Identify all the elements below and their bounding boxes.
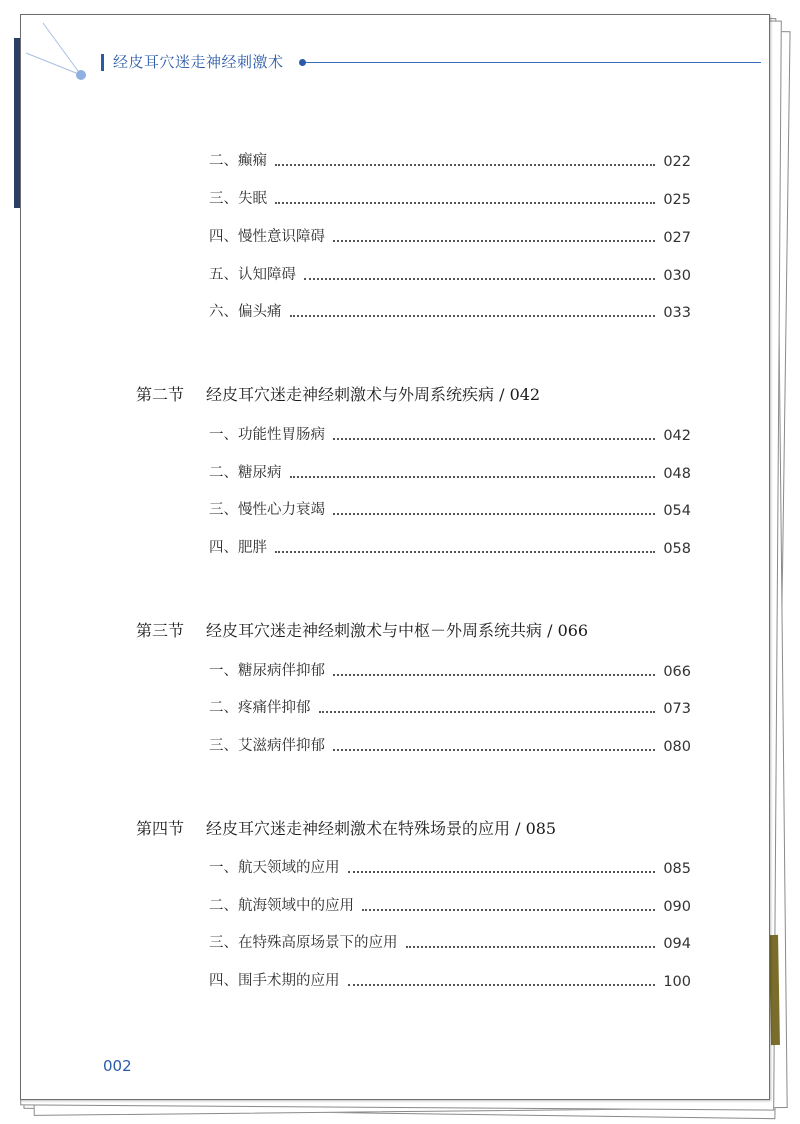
section-title: 经皮耳穴迷走神经刺激术与外周系统疾病 / 042 <box>206 385 541 404</box>
toc-entry-page: 042 <box>663 428 691 444</box>
toc-entry-page: 066 <box>663 664 691 680</box>
dot-leader <box>290 314 656 317</box>
toc-entry-label: 二、癫痫 <box>209 153 267 169</box>
dot-leader <box>406 945 656 948</box>
running-header-title: 经皮耳穴迷走神经刺激术 <box>113 53 284 71</box>
toc-entry-page: 022 <box>663 154 691 170</box>
dot-leader <box>333 437 655 440</box>
toc-entry[interactable] <box>209 188 691 208</box>
toc-entry-label: 三、艾滋病伴抑郁 <box>209 738 325 754</box>
toc-entry[interactable] <box>209 226 691 246</box>
section-heading[interactable] <box>136 382 696 404</box>
section-number: 第三节 <box>136 621 185 640</box>
dot-leader <box>290 475 656 478</box>
header-marker <box>101 54 104 71</box>
toc-entry[interactable] <box>209 424 691 444</box>
toc-entry-page: 085 <box>663 861 691 877</box>
toc-entry-label: 三、慢性心力衰竭 <box>209 502 325 518</box>
page-edge-accent <box>769 935 780 1045</box>
toc-entry-label: 二、航海领域中的应用 <box>209 898 354 914</box>
section-heading[interactable] <box>136 816 696 838</box>
dot-leader <box>333 239 655 242</box>
toc-entry-page: 030 <box>663 268 691 284</box>
dot-leader <box>304 277 655 280</box>
section-title: 经皮耳穴迷走神经刺激术在特殊场景的应用 / 085 <box>206 819 557 838</box>
dot-leader <box>348 870 656 873</box>
toc-entry-page: 054 <box>663 503 691 519</box>
page-number: 002 <box>103 1057 132 1075</box>
toc-entry[interactable] <box>209 895 691 915</box>
header-rule <box>306 62 761 63</box>
toc-entry-label: 四、肥胖 <box>209 540 267 556</box>
toc-entry[interactable] <box>209 301 691 321</box>
toc-entry-page: 048 <box>663 466 691 482</box>
header-dot <box>299 59 306 66</box>
toc-entry-label: 五、认知障碍 <box>209 267 296 283</box>
dot-leader <box>362 908 655 911</box>
toc-entry-label: 六、偏头痛 <box>209 304 282 320</box>
dot-leader <box>333 512 655 515</box>
toc-entry-page: 027 <box>663 230 691 246</box>
toc-entry-page: 094 <box>663 936 691 952</box>
toc-entry-label: 三、失眠 <box>209 191 267 207</box>
toc-entry[interactable] <box>209 697 691 717</box>
dot-leader <box>319 710 656 713</box>
toc-entry-label: 一、糖尿病伴抑郁 <box>209 663 325 679</box>
toc-entry[interactable] <box>209 150 691 170</box>
toc-entry-label: 三、在特殊高原场景下的应用 <box>209 935 398 951</box>
toc-entry[interactable] <box>209 735 691 755</box>
dot-leader <box>333 748 655 751</box>
toc-entry-label: 四、围手术期的应用 <box>209 973 340 989</box>
toc-entry-page: 100 <box>663 974 691 990</box>
toc-entry-page: 058 <box>663 541 691 557</box>
toc-entry[interactable] <box>209 499 691 519</box>
toc-entry-label: 二、糖尿病 <box>209 465 282 481</box>
section-number: 第二节 <box>136 385 185 404</box>
toc-entry[interactable] <box>209 932 691 952</box>
toc-entry[interactable] <box>209 970 691 990</box>
toc-entry-page: 073 <box>663 701 691 717</box>
toc-entry[interactable] <box>209 857 691 877</box>
toc-entry-page: 080 <box>663 739 691 755</box>
dot-leader <box>275 163 655 166</box>
toc-entry-page: 025 <box>663 192 691 208</box>
dot-leader <box>348 983 656 986</box>
toc-entry-page: 033 <box>663 305 691 321</box>
section-heading[interactable] <box>136 618 696 640</box>
toc-entry[interactable] <box>209 462 691 482</box>
toc-entry-label: 一、功能性胃肠病 <box>209 427 325 443</box>
toc-entry[interactable] <box>209 660 691 680</box>
toc-entry-label: 一、航天领域的应用 <box>209 860 340 876</box>
toc-entry-label: 二、疼痛伴抑郁 <box>209 700 311 716</box>
dot-leader <box>275 201 655 204</box>
section-number: 第四节 <box>136 819 185 838</box>
section-title: 经皮耳穴迷走神经刺激术与中枢－外周系统共病 / 066 <box>206 621 589 640</box>
dot-leader <box>333 673 655 676</box>
toc-entry[interactable] <box>209 264 691 284</box>
decorative-lines-icon <box>21 15 111 95</box>
toc-entry-page: 090 <box>663 899 691 915</box>
toc-entry-label: 四、慢性意识障碍 <box>209 229 325 245</box>
toc-entry[interactable] <box>209 537 691 557</box>
toc-page <box>20 14 770 1100</box>
dot-leader <box>275 550 655 553</box>
